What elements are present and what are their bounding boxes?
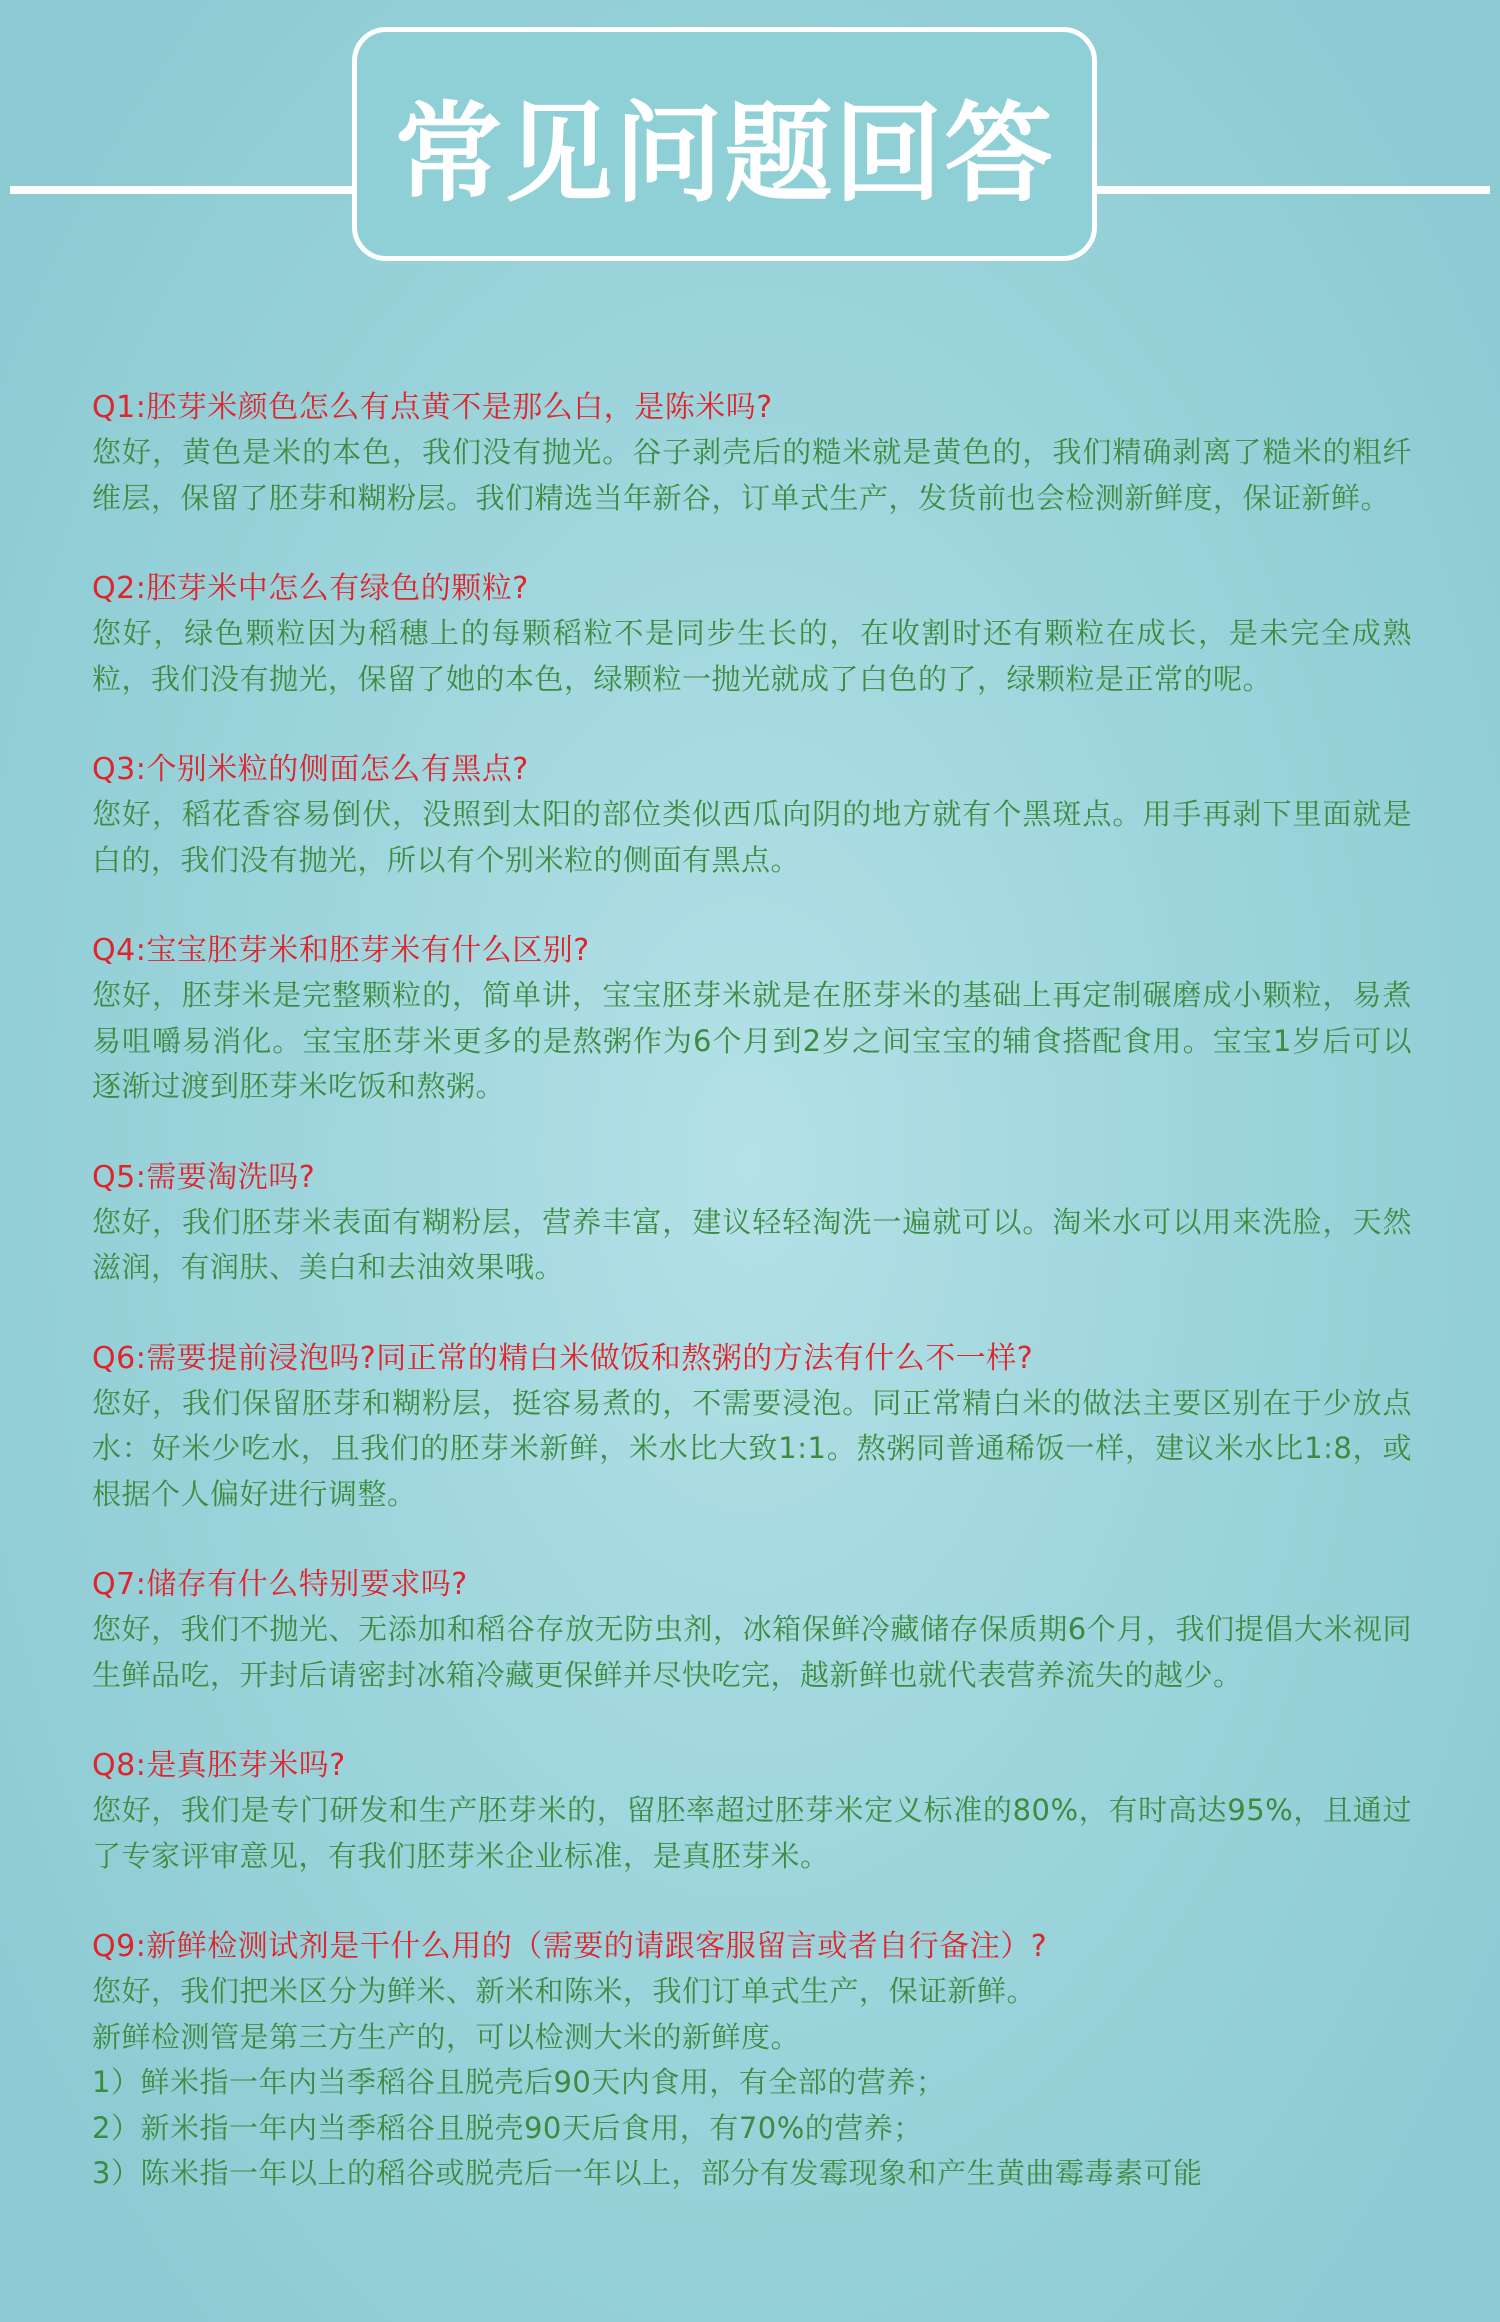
faq-question — [92, 1155, 1412, 1200]
faq-answer: 您好，我们保留胚芽和糊粉层，挺容易煮的，不需要浸泡。同正常精白米的做法主要区别在于少放点水：好米少吃水，且我们的胚芽米新鲜，米水比大致1:1。熬粥同普通稀饭一样，建议米水比1:8，或根据个人偏好进行调整。 — [92, 1385, 1412, 1511]
faq-question — [92, 747, 1412, 792]
faq-question — [92, 385, 1412, 430]
question-text: 新鲜检测试剂是干什么用的（需要的请跟客服留言或者自行备注）? — [146, 1929, 1048, 1964]
question-number: Q3: — [92, 752, 147, 787]
question-text: 需要提前浸泡吗?同正常的精白米做饭和熬粥的方法有什么不一样? — [146, 1340, 1034, 1376]
question-text: 宝宝胚芽米和胚芽米有什么区别? — [146, 933, 590, 968]
faq-item-q7 — [92, 1562, 1412, 1698]
question-text: 需要淘洗吗? — [146, 1159, 316, 1195]
faq-item-q3 — [92, 747, 1412, 883]
question-number: Q6: — [92, 1340, 147, 1376]
faq-question — [92, 1336, 1412, 1381]
question-number: Q9: — [92, 1929, 147, 1964]
faq-answer: 您好，我们不抛光、无添加和稻谷存放无防虫剂，冰箱保鲜冷藏储存保质期6个月，我们提倡大米视同生鲜品吃，开封后请密封冰箱冷藏更保鲜并尽快吃完，越新鲜也就代表营养流失的越少。 — [92, 1612, 1412, 1692]
faq-answer: 您好，我们是专门研发和生产胚芽米的，留胚率超过胚芽米定义标准的80%，有时高达95%，且通过了专家评审意见，有我们胚芽米企业标准，是真胚芽米。 — [92, 1793, 1412, 1873]
faq-answer: 您好，胚芽米是完整颗粒的，简单讲，宝宝胚芽米就是在胚芽米的基础上再定制碾磨成小颗粒，易煮易咀嚼易消化。宝宝胚芽米更多的是熬粥作为6个月到2岁之间宝宝的辅食搭配食用。宝宝1岁后可以逐渐过渡到胚芽米吃饭和熬粥。 — [92, 978, 1412, 1103]
question-text: 个别米粒的侧面怎么有黑点? — [146, 752, 529, 787]
faq-item-q4 — [92, 928, 1412, 1110]
question-number: Q2: — [92, 571, 147, 606]
question-number: Q5: — [92, 1159, 147, 1195]
faq-answer-line: 新鲜检测管是第三方生产的，可以检测大米的新鲜度。 — [92, 2019, 801, 2054]
faq-answer: 您好，绿色颗粒因为稻穗上的每颗稻粒不是同步生长的，在收割时还有颗粒在成长，是未完全成熟粒，我们没有抛光，保留了她的本色，绿颗粒一抛光就成了白色的了，绿颗粒是正常的呢。 — [92, 616, 1412, 696]
question-text: 胚芽米颜色怎么有点黄不是那么白，是陈米吗? — [146, 390, 773, 425]
faq-answer: 您好，黄色是米的本色，我们没有抛光。谷子剥壳后的糙米就是黄色的，我们精确剥离了糙米的粗纤维层，保留了胚芽和糊粉层。我们精选当年新谷，订单式生产，发货前也会检测新鲜度，保证新鲜。 — [92, 435, 1412, 515]
faq-question — [92, 1562, 1412, 1607]
page-title: 常见问题回答 — [394, 91, 1055, 217]
faq-answer: 您好，我们胚芽米表面有糊粉层，营养丰富，建议轻轻淘洗一遍就可以。淘米水可以用来洗脸，天然滋润，有润肤、美白和去油效果哦。 — [92, 1204, 1412, 1284]
faq-answer: 您好，稻花香容易倒伏，没照到太阳的部位类似西瓜向阴的地方就有个黑斑点。用手再剥下里面就是白的，我们没有抛光，所以有个别米粒的侧面有黑点。 — [92, 797, 1412, 877]
question-number: Q1: — [92, 390, 147, 425]
faq-question — [92, 1924, 1412, 1969]
title-frame — [352, 27, 1097, 261]
faq-item-q6 — [92, 1336, 1412, 1518]
question-number: Q7: — [92, 1567, 147, 1602]
faq-question — [92, 566, 1412, 611]
faq-answer-line: 1）鲜米指一年内当季稻谷且脱壳后90天内食用，有全部的营养； — [92, 2065, 946, 2099]
faq-item-q1 — [92, 385, 1412, 521]
faq-list — [92, 385, 1412, 2242]
faq-item-q2 — [92, 566, 1412, 702]
question-text: 储存有什么特别要求吗? — [146, 1567, 468, 1602]
faq-item-q9 — [92, 1924, 1412, 2197]
question-number: Q8: — [92, 1748, 147, 1783]
faq-item-q8 — [92, 1743, 1412, 1879]
faq-question — [92, 928, 1412, 973]
faq-answer-line: 3）陈米指一年以上的稻谷或脱壳后一年以上，部分有发霉现象和产生黄曲霉毒素可能 — [92, 2156, 1203, 2190]
question-text: 是真胚芽米吗? — [146, 1748, 346, 1783]
question-text: 胚芽米中怎么有绿色的颗粒? — [146, 571, 529, 606]
faq-answer-line: 2）新米指一年内当季稻谷且脱壳90天后食用，有70%的营养； — [92, 2110, 923, 2145]
question-number: Q4: — [92, 933, 147, 968]
faq-item-q5 — [92, 1155, 1412, 1291]
faq-question — [92, 1743, 1412, 1788]
faq-answer-line: 您好，我们把米区分为鲜米、新米和陈米，我们订单式生产，保证新鲜。 — [92, 1974, 1037, 2008]
